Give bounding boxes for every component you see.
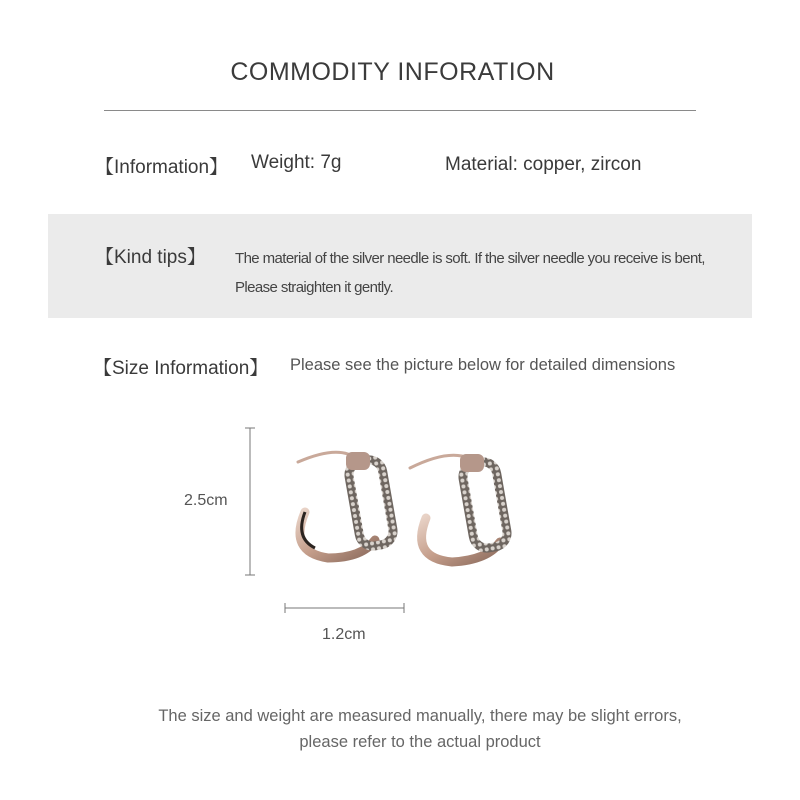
kind-tips-text <box>235 244 745 302</box>
page-title: COMMODITY INFORATION <box>230 58 555 86</box>
size-information-label: 【Size Information】 <box>93 358 269 379</box>
right-earring <box>410 454 509 562</box>
kind-tips-box <box>48 214 752 318</box>
weight-value: Weight: 7g <box>251 152 342 173</box>
title-divider <box>104 110 696 111</box>
measurement-note <box>0 703 800 755</box>
kind-tips-line-2: Please straighten it gently. <box>235 279 394 296</box>
height-dimension-line <box>245 428 255 575</box>
height-dimension-label: 2.5cm <box>184 492 228 509</box>
left-earring <box>298 452 395 558</box>
kind-tips-line-1: The material of the silver needle is soft. If the silver needle you receive is bent, <box>235 250 705 267</box>
material-value: Material: copper, zircon <box>445 154 642 175</box>
measurement-note-line-1: The size and weight are measured manually, there may be slight errors, <box>158 707 682 725</box>
earrings-photo <box>170 420 610 620</box>
width-dimension-line <box>285 603 404 613</box>
width-dimension-label: 1.2cm <box>322 626 366 643</box>
information-label: 【Information】 <box>95 157 229 178</box>
size-information-description: Please see the picture below for detailed dimensions <box>290 356 676 374</box>
kind-tips-label: 【Kind tips】 <box>95 247 206 268</box>
measurement-note-line-2: please refer to the actual product <box>299 733 541 751</box>
